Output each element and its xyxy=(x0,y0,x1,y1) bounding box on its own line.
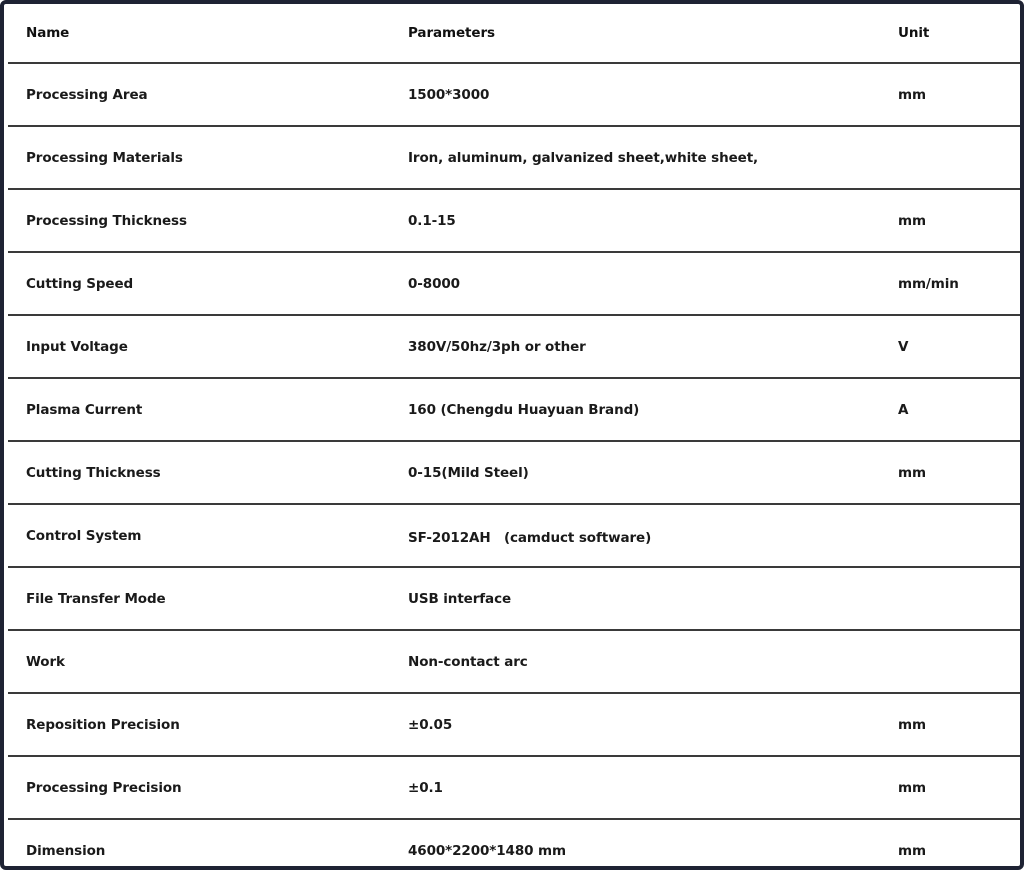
cell-unit: mm xyxy=(880,441,1020,504)
cell-parameters: 1500*3000 xyxy=(390,63,880,126)
cell-parameters: ±0.05 xyxy=(390,693,880,756)
cell-name: Processing Precision xyxy=(8,756,390,819)
cell-unit xyxy=(880,630,1020,693)
cell-unit: mm xyxy=(880,63,1020,126)
cell-parameters: 160 (Chengdu Huayuan Brand) xyxy=(390,378,880,441)
cell-parameters: 0.1-15 xyxy=(390,189,880,252)
cell-parameters: 4600*2200*1480 mm xyxy=(408,842,566,859)
cell-name: Processing Area xyxy=(8,63,390,126)
cell-parameters: 380V/50hz/3ph or other xyxy=(390,315,880,378)
table-row xyxy=(8,630,1020,693)
cell-unit: mm xyxy=(880,756,1020,819)
table-row xyxy=(8,126,1020,189)
header-unit: Unit xyxy=(880,4,1020,63)
table-row xyxy=(8,315,1020,378)
cell-name: Cutting Speed xyxy=(8,252,390,315)
cell-parameters: Iron, aluminum, galvanized sheet,white sheet, xyxy=(390,126,880,189)
cell-unit: A xyxy=(880,378,1020,441)
cell-parameters: Non-contact arc xyxy=(390,630,880,693)
cell-unit xyxy=(880,126,1020,189)
cell-name: Cutting Thickness xyxy=(8,441,390,504)
cell-name: Reposition Precision xyxy=(8,693,390,756)
cell-parameters: 0-15(Mild Steel) xyxy=(390,441,880,504)
cell-parameters: ±0.1 xyxy=(390,756,880,819)
table-header-row xyxy=(8,4,1020,63)
table-row xyxy=(8,819,1020,870)
cell-name: Input Voltage xyxy=(8,315,390,378)
cell-unit: mm xyxy=(880,693,1020,756)
table-row xyxy=(8,756,1020,819)
cell-parameters: USB interface xyxy=(390,567,880,630)
table-row xyxy=(8,504,1020,567)
cell-name: Processing Materials xyxy=(8,126,390,189)
table-row xyxy=(8,378,1020,441)
header-parameters: Parameters xyxy=(390,4,880,63)
table-row xyxy=(8,693,1020,756)
cell-unit xyxy=(880,504,1020,567)
cell-name: Plasma Current xyxy=(8,378,390,441)
cell-parameters: SF-2012AH (camduct software) xyxy=(390,504,880,567)
cell-name: File Transfer Mode xyxy=(8,567,390,630)
table-row xyxy=(8,189,1020,252)
cell-name: Dimension xyxy=(26,842,106,859)
cell-name: Control System xyxy=(8,504,390,567)
cell-parameters: 0-8000 xyxy=(390,252,880,315)
cell-unit: mm xyxy=(898,842,926,859)
spec-table xyxy=(8,4,1020,870)
cell-unit: mm/min xyxy=(880,252,1020,315)
table-row xyxy=(8,63,1020,126)
header-name: Name xyxy=(8,4,390,63)
cell-name: Work xyxy=(8,630,390,693)
cell-name: Processing Thickness xyxy=(8,189,390,252)
cell-unit: V xyxy=(880,315,1020,378)
cell-unit xyxy=(880,567,1020,630)
cell-unit: mm xyxy=(880,189,1020,252)
table-row xyxy=(8,252,1020,315)
table-row xyxy=(8,441,1020,504)
table-row xyxy=(8,567,1020,630)
